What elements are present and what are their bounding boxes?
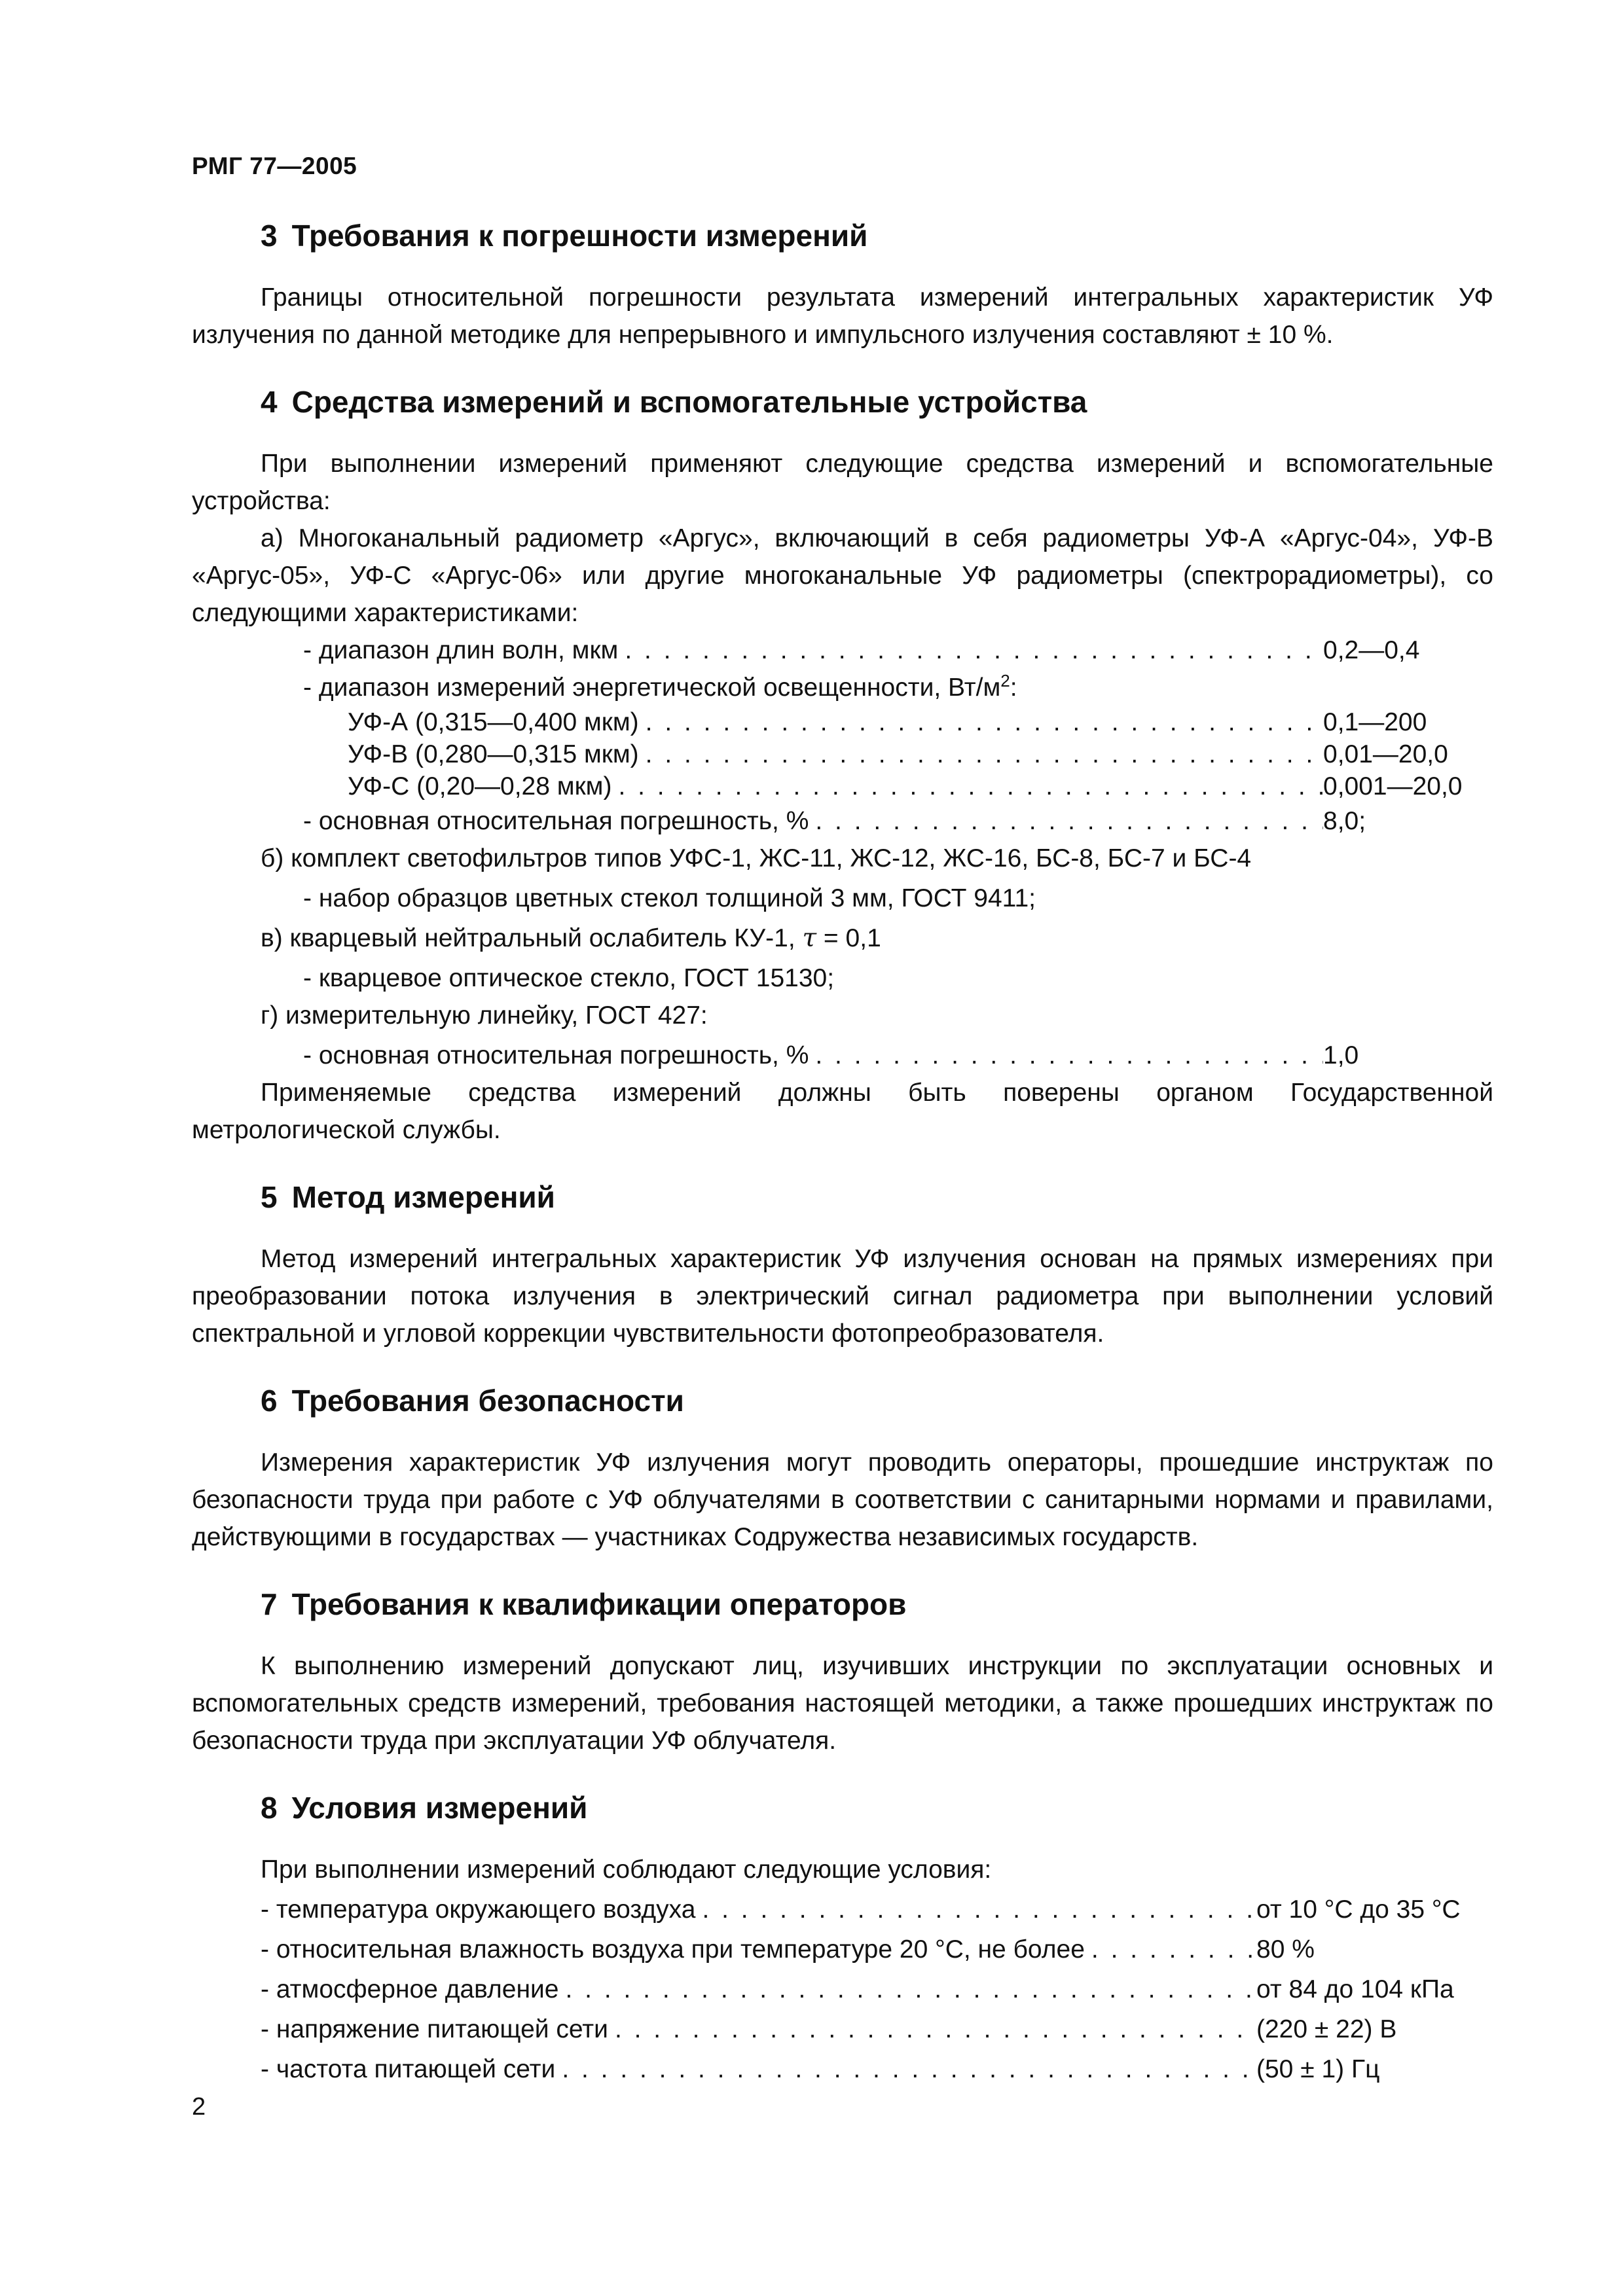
section-heading — [192, 1177, 1493, 1217]
section-number: 4 — [261, 385, 278, 419]
spec-row — [192, 1037, 1493, 1074]
paragraph: При выполнении измерений соблюдают следующие условия: — [261, 1856, 992, 1884]
condition-value: (220 ± 22) В — [1256, 2015, 1397, 2043]
spec-row — [192, 706, 1493, 738]
spec-label: - диапазон длин волн, мкм — [303, 636, 619, 664]
dot-leader — [618, 632, 1323, 669]
section-heading — [192, 382, 1493, 422]
condition-label: - напряжение питающей сети — [261, 2015, 608, 2043]
spec-label: - основная относительная погрешность, % — [303, 807, 809, 835]
dot-leader — [1085, 1931, 1256, 1968]
condition-label: - атмосферное давление — [261, 1975, 559, 2003]
condition-value: 80 % — [1256, 1935, 1315, 1964]
spec-row — [192, 770, 1493, 802]
list-item-g: г) измерительную линейку, ГОСТ 427: — [261, 1001, 708, 1030]
condition-value: от 10 °С до 35 °С — [1256, 1895, 1461, 1924]
section-title: Требования к погрешности измерений — [291, 219, 868, 253]
section-heading — [192, 1788, 1493, 1827]
paragraph: Применяемые средства измерений должны быть поверены органом Государственной метрологической службы. — [192, 1079, 1493, 1144]
condition-value: от 84 до 104 кПа — [1256, 1975, 1454, 2003]
section-number: 5 — [261, 1180, 278, 1214]
document-code: РМГ 77—2005 — [192, 152, 357, 179]
section-title: Требования к квалификации операторов — [291, 1587, 907, 1621]
section-6 — [192, 1381, 1493, 1556]
section-title: Средства измерений и вспомогательные устройства — [291, 385, 1087, 419]
item-text: = 0,1 — [816, 924, 881, 952]
spec-label: УФ-В (0,280—0,315 мкм) — [348, 740, 639, 768]
section-heading — [192, 216, 1493, 255]
dot-leader — [608, 2011, 1256, 2048]
section-8 — [192, 1788, 1493, 2088]
tau-symbol: τ — [802, 924, 817, 953]
paragraph: При выполнении измерений применяют следующие средства измерений и вспомогательные устройства: — [192, 450, 1493, 515]
list-item-a: а) Многоканальный радиометр «Аргус», включающий в себя радиометры УФ-А «Аргус-04», УФ-В «Аргус-05», УФ-С «Аргус-06» или другие многоканальные УФ радиометры (спектрорадиометры), со следующими характеристиками: — [192, 524, 1493, 627]
dot-leader — [809, 802, 1323, 840]
section-heading — [192, 1381, 1493, 1420]
condition-row — [192, 2011, 1493, 2048]
dot-leader — [611, 770, 1323, 802]
section-7 — [192, 1585, 1493, 1759]
section-number: 3 — [261, 219, 278, 253]
superscript: 2 — [1000, 671, 1010, 691]
paragraph: К выполнению измерений допускают лиц, изучивших инструкции по эксплуатации основных и вспомогательных средств измерений, требования настоящей методики, а также прошедших инструктаж по безопасности труда при эксплуатации УФ облучателя. — [192, 1652, 1493, 1755]
spec-value: 8,0; — [1323, 807, 1366, 835]
dot-leader — [639, 706, 1323, 738]
section-title: Условия измерений — [291, 1791, 588, 1825]
section-5 — [192, 1177, 1493, 1352]
spec-value: 1,0 — [1323, 1041, 1359, 1069]
condition-label: - относительная влажность воздуха при температуре 20 °С, не более — [261, 1935, 1085, 1964]
spec-label: УФ-А (0,315—0,400 мкм) — [348, 708, 639, 736]
list-subitem: - кварцевое оптическое стекло, ГОСТ 15130; — [303, 964, 835, 992]
list-subitem: - набор образцов цветных стекол толщиной 3 мм, ГОСТ 9411; — [303, 884, 1036, 912]
condition-row — [192, 1891, 1493, 1928]
spec-value: 0,01—20,0 — [1323, 740, 1448, 768]
dot-leader — [639, 738, 1323, 770]
section-heading — [192, 1585, 1493, 1624]
spec-row — [192, 669, 1493, 706]
spec-value: 0,1—200 — [1323, 708, 1427, 736]
paragraph: Метод измерений интегральных характеристик УФ излучения основан на прямых измерениях при преобразовании потока излучения в электрический сигнал радиометра при выполнении условий спектральной и угловой коррекции чувствительности фотопреобразователя. — [192, 1245, 1493, 1348]
spec-row — [192, 802, 1493, 840]
section-number: 6 — [261, 1384, 278, 1418]
spec-label: УФ-С (0,20—0,28 мкм) — [348, 772, 612, 800]
colon: : — [1010, 673, 1017, 702]
list-item-b: б) комплект светофильтров типов УФС-1, ЖС-11, ЖС-12, ЖС-16, БС-8, БС-7 и БС-4 — [261, 844, 1252, 872]
section-title: Метод измерений — [291, 1180, 555, 1214]
section-number: 8 — [261, 1791, 278, 1825]
spec-row — [192, 738, 1493, 770]
item-text: в) кварцевый нейтральный ослабитель КУ-1, — [261, 924, 803, 952]
section-number: 7 — [261, 1587, 278, 1621]
dot-leader — [558, 1971, 1256, 2008]
dot-leader — [809, 1037, 1323, 1074]
condition-row — [192, 1931, 1493, 1968]
paragraph: Измерения характеристик УФ излучения могут проводить операторы, прошедшие инструктаж по безопасности труда при работе с УФ облучателями в соответствии с санитарными нормами и правилами, действующими в государствах — участниках Содружества независимых государств. — [192, 1448, 1493, 1551]
condition-row — [192, 1971, 1493, 2008]
dot-leader — [695, 1891, 1256, 1928]
section-3 — [192, 216, 1493, 353]
section-title: Требования безопасности — [291, 1384, 684, 1418]
spec-label: - диапазон измерений энергетической освещенности, Вт/м — [303, 673, 1001, 702]
spec-value: 0,001—20,0 — [1323, 772, 1463, 800]
spec-value: 0,2—0,4 — [1323, 636, 1420, 664]
page-number: 2 — [192, 2093, 206, 2121]
spec-row — [192, 632, 1493, 669]
condition-label: - частота питающей сети — [261, 2055, 556, 2083]
condition-row — [192, 2051, 1493, 2088]
document-body — [192, 216, 1493, 2117]
paragraph: Границы относительной погрешности результата измерений интегральных характеристик УФ излучения по данной методике для непрерывного и импульсного излучения составляют ± 10 %. — [192, 283, 1493, 349]
spec-label: - основная относительная погрешность, % — [303, 1041, 809, 1069]
condition-value: (50 ± 1) Гц — [1256, 2055, 1380, 2083]
section-4 — [192, 382, 1493, 1149]
list-item-v — [192, 920, 1493, 957]
dot-leader — [555, 2051, 1256, 2088]
condition-label: - температура окружающего воздуха — [261, 1895, 696, 1924]
